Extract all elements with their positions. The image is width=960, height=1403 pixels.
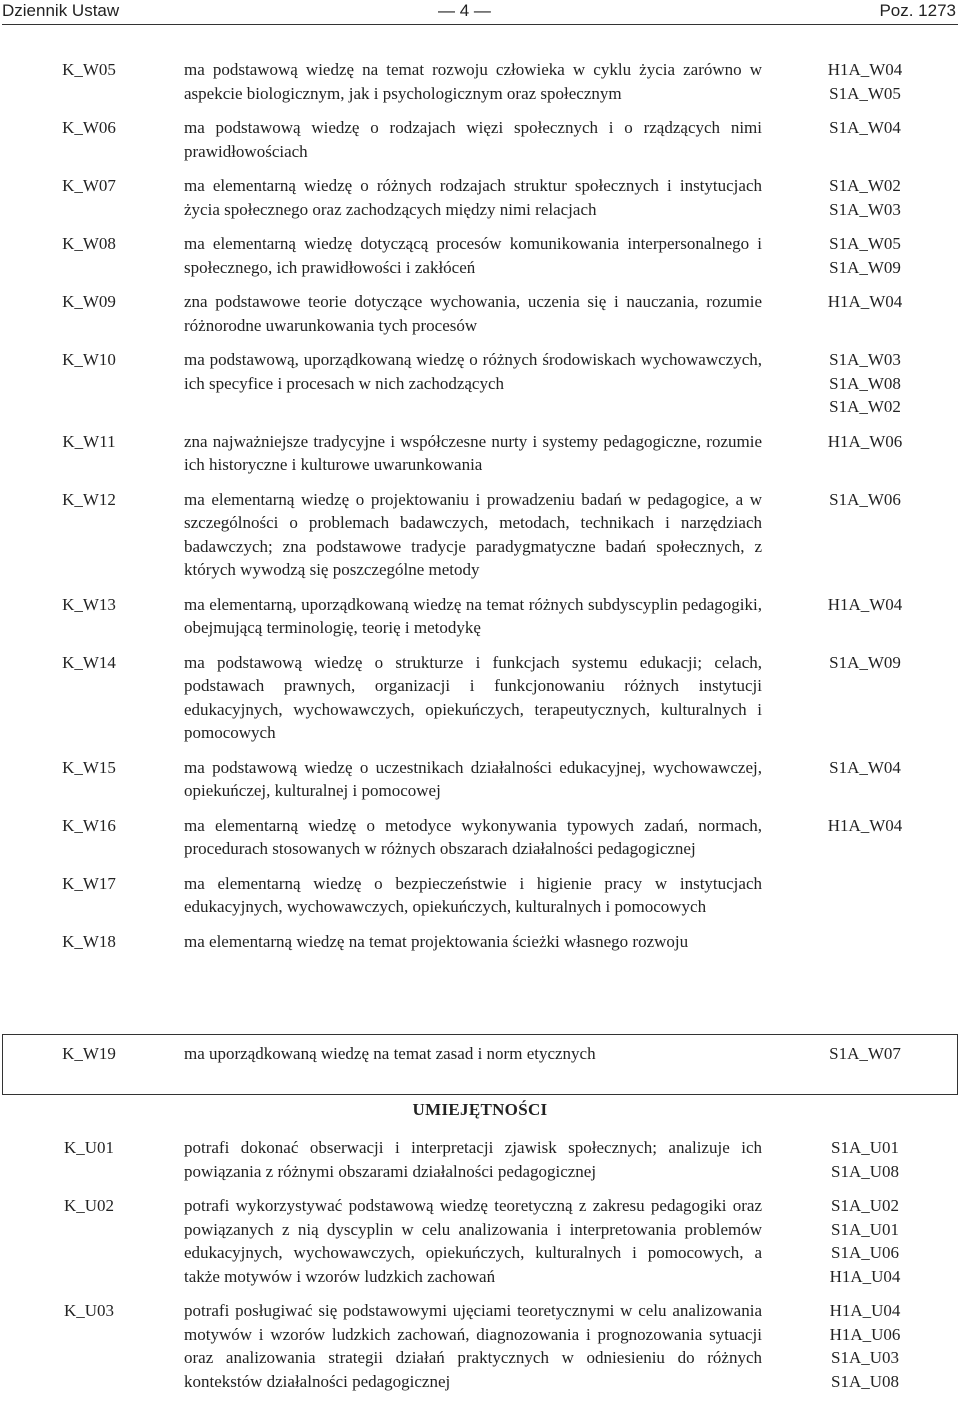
outcome-description: ma elementarną wiedzę dotyczącą procesów komunikowania interpersonalnego i społecznego, ich prawidłowości i zakłóceń: [184, 234, 762, 277]
table-rule: [2, 1034, 958, 1035]
outcome-description: ma elementarną wiedzę o różnych rodzajach struktur społecznych i instytucjach życia społecznego oraz zachodzących między nimi relacjach: [184, 176, 762, 219]
outcome-code: K_U03: [63, 1301, 115, 1320]
area-references: S1A_W04: [829, 118, 901, 137]
table-row: [2, 1042, 958, 1066]
table-row: [2, 232, 958, 279]
position-number: Poz. 1273: [879, 1, 956, 20]
table-row: [2, 488, 958, 582]
table-row: [2, 58, 958, 105]
outcome-code: K_W16: [62, 815, 116, 835]
journal-name: Dziennik Ustaw: [2, 1, 120, 20]
outcome-description: potrafi dokonać obserwacji i interpretacji zjawisk społecznych; analizuje ich powiązania z różnymi obszarami działalności pedagogicznej: [184, 1138, 762, 1181]
outcome-code: K_W13: [62, 594, 116, 614]
skills-heading: UMIEJĘTNOŚCI: [412, 1100, 548, 1119]
outcome-description: ma uporządkowaną wiedzę na temat zasad i norm etycznych: [184, 1044, 596, 1063]
outcome-description: ma podstawową wiedzę o rodzajach więzi społecznych i o rządzących nimi prawidłowościach: [184, 118, 762, 161]
outcome-code: K_W15: [62, 757, 116, 777]
outcome-description: zna podstawowe teorie dotyczące wychowania, uczenia się i nauczania, rozumie różnorodne uwarunkowania tych procesów: [184, 292, 762, 335]
outcome-description: ma elementarną, uporządkowaną wiedzę na temat różnych subdyscyplin pedagogiki, obejmującą terminologię, teorię i metodykę: [184, 594, 762, 637]
area-references: S1A_W07: [829, 1044, 901, 1063]
area-references: H1A_W04: [827, 292, 903, 311]
page-number: — 4 —: [438, 1, 491, 20]
table-row: [2, 1194, 958, 1288]
table-row: [2, 430, 958, 477]
knowledge-final-row: [2, 1042, 958, 1066]
outcome-description: ma podstawową, uporządkowaną wiedzę o różnych środowiskach wychowawczych, ich specyfice i procesach w nich zachodzących: [184, 350, 762, 393]
outcome-description: ma podstawową wiedzę o uczestnikach działalności edukacyjnej, wychowawczej, opiekuńczej, kulturalnej i pomocowej: [184, 757, 762, 800]
table-row: [2, 814, 958, 861]
table-row: [2, 116, 958, 163]
area-references: H1A_W06: [827, 431, 903, 451]
table-row: [2, 1299, 958, 1393]
outcome-code: K_W06: [62, 118, 116, 137]
table-row: [2, 174, 958, 221]
outcome-code: K_U02: [63, 1196, 115, 1215]
table-row: [2, 930, 958, 954]
outcome-code: K_W05: [62, 60, 116, 79]
area-references: H1A_W04: [827, 594, 903, 614]
outcome-code: K_W14: [62, 652, 116, 672]
outcome-code: K_W07: [62, 176, 116, 195]
area-references: S1A_W02 S1A_W03: [829, 176, 901, 219]
table-row: [2, 1136, 958, 1183]
page-header: [0, 0, 960, 24]
outcome-description: potrafi posługiwać się podstawowymi ujęciami teoretycznymi w celu analizowania motywów i wzorów ludzkich zachowań, diagnozowania i prognozowania sytuacji oraz analizowania strategii działań praktycznych w odniesieniu do różnych kontekstów działalności pedagogicznej: [184, 1301, 762, 1391]
outcome-code: K_W19: [62, 1044, 116, 1063]
outcome-code: K_W12: [62, 489, 116, 509]
table-row: [2, 290, 958, 337]
header-rule: [2, 24, 958, 25]
outcome-description: ma elementarną wiedzę o projektowaniu i prowadzeniu badań w pedagogice, a w szczególności o problemach badawczych, metodach, technikach i narzędziach badawczych; zna podstawowe tradycje paradygmatyczne badań społecznych, z których wywodzą się poszczególne metody: [184, 489, 762, 579]
area-references: S1A_U02 S1A_U01 S1A_U06 H1A_U04: [829, 1196, 901, 1286]
area-references: S1A_U01 S1A_U08: [830, 1138, 899, 1181]
table-row: [2, 348, 958, 419]
outcome-description: ma elementarną wiedzę o metodyce wykonywania typowych zadań, normach, procedurach stosowanych w różnych obszarach działalności pedagogicznej: [184, 815, 762, 858]
area-references: H1A_U04 H1A_U06 S1A_U03 S1A_U08: [829, 1301, 901, 1391]
outcome-code: K_W08: [62, 234, 116, 253]
area-references: H1A_W04 S1A_W05: [827, 60, 903, 103]
knowledge-table: [2, 58, 958, 964]
outcome-code: K_W18: [62, 931, 116, 951]
outcome-description: ma elementarną wiedzę o bezpieczeństwie i higienie pracy w instytucjach edukacyjnych, wychowawczych, opiekuńczych, kulturalnych i pomocowych: [184, 873, 762, 916]
area-references: H1A_W04: [827, 815, 903, 835]
outcome-description: ma elementarną wiedzę na temat projektowania ścieżki własnego rozwoju: [184, 931, 689, 951]
outcome-description: potrafi wykorzystywać podstawową wiedzę teoretyczną z zakresu pedagogiki oraz powiązanych z nią dyscyplin w celu analizowania i interpretowania problemów edukacyjnych, wychowawczych, opiekuńczych, kulturalnych i pomocowych, a także motywów i wzorów ludzkich zachowań: [184, 1196, 762, 1286]
table-row: [2, 756, 958, 803]
outcome-code: K_W17: [62, 873, 116, 893]
outcome-description: ma podstawową wiedzę na temat rozwoju człowieka w cyklu życia zarówno w aspekcie biologicznym, jak i psychologicznym oraz społecznym: [184, 60, 762, 103]
outcome-code: K_U01: [63, 1138, 115, 1157]
area-references: S1A_W09: [829, 652, 901, 672]
table-row: [2, 651, 958, 745]
outcome-description: ma podstawową wiedzę o strukturze i funkcjach systemu edukacji; celach, podstawach prawnych, organizacji i funkcjonowaniu różnych instytucji edukacyjnych, wychowawczych, opiekuńczych, terapeutycznych, kulturalnych i pomocowych: [184, 652, 762, 742]
area-references: S1A_W04: [829, 757, 901, 777]
table-row: [2, 872, 958, 919]
area-references: S1A_W05 S1A_W09: [829, 234, 901, 277]
table-rule: [2, 1094, 958, 1095]
outcome-description: zna najważniejsze tradycyjne i współczesne nurty i systemy pedagogiczne, rozumie ich historyczne i kulturowe uwarunkowania: [184, 431, 762, 474]
area-references: S1A_W03 S1A_W08 S1A_W02: [829, 350, 901, 416]
area-references: S1A_W06: [829, 489, 901, 509]
outcome-code: K_W11: [62, 431, 116, 451]
outcome-code: K_W09: [62, 292, 116, 311]
outcome-code: K_W10: [62, 350, 116, 369]
skills-table: [2, 1136, 958, 1393]
table-row: [2, 593, 958, 640]
